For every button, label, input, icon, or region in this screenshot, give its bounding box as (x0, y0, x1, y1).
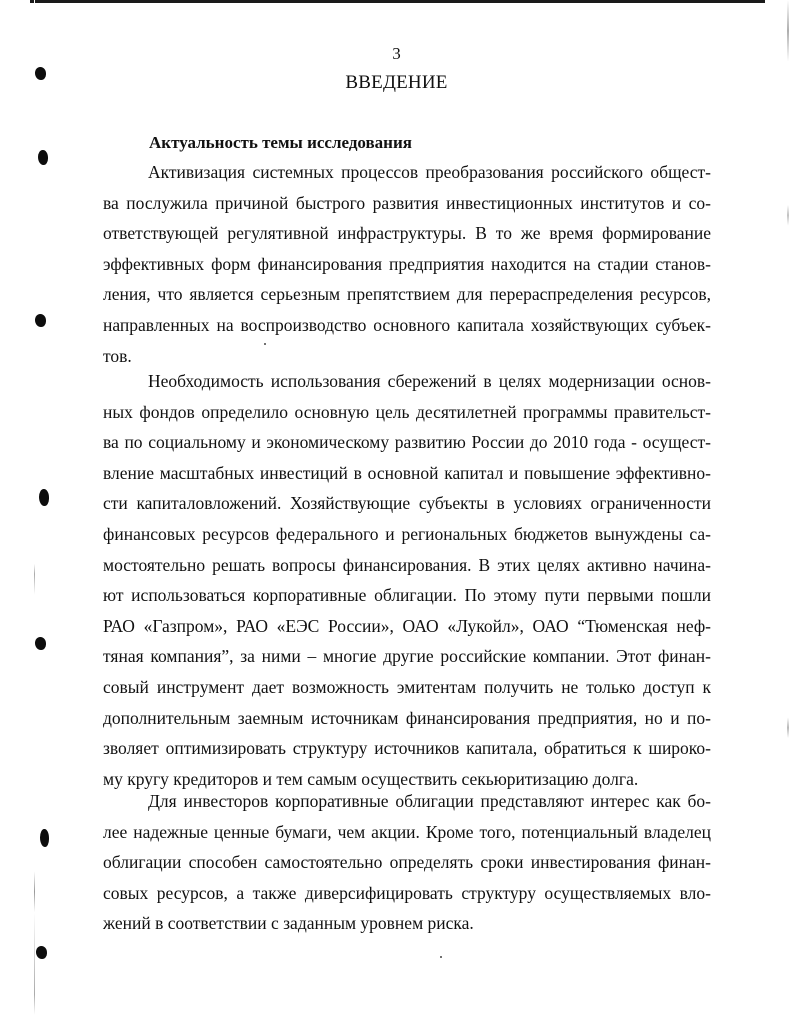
binding-hole-3 (35, 314, 46, 327)
text-line: направленных на воспроизводство основного капитала хозяйствующих субъек- (103, 314, 711, 335)
text-line: ления, что является серьезным препятствием для перераспределения ресурсов, (103, 284, 711, 305)
text-line: му кругу кредиторов и тем самым осуществить секьюритизацию долга. (103, 768, 639, 789)
paragraph-2 (103, 366, 711, 794)
binding-hole-4 (39, 489, 49, 506)
text-line: дополнительным заемным источникам финансирования предприятия, но и по- (103, 707, 711, 728)
scan-left-edge (34, 0, 35, 1025)
binding-hole-5 (35, 637, 46, 650)
text-line: совый инструмент дает возможность эмитентам получить не только доступ к (103, 676, 711, 697)
text-line: мостоятельно решать вопросы финансирования. В этих целях активно начина- (103, 554, 711, 575)
binding-hole-2 (38, 150, 48, 165)
binding-hole-7 (36, 946, 47, 959)
text-line: Для инвесторов корпоративные облигации представляют интерес как бо- (148, 791, 711, 811)
scan-speck (440, 956, 442, 958)
page-number: 3 (392, 44, 401, 63)
section-subheading: Актуальность темы исследования (149, 133, 412, 152)
text-line: вление масштабных инвестиций в основной капитал и повышение эффективно- (103, 462, 711, 483)
text-line: ответствующей регулятивной инфраструктуры. В то же время формирование (103, 223, 711, 244)
page-title: ВВЕДЕНИЕ (345, 72, 448, 93)
text-line: сти капиталовложений. Хозяйствующие субъекты в условиях ограниченности (103, 493, 711, 514)
text-line: Необходимость использования сбережений в целях модернизации основ- (148, 371, 711, 391)
text-line: тяная компания”, за ними – многие другие российские компании. Этот финан- (103, 646, 711, 667)
text-line: совых ресурсов, а также диверсифицировать структуру осуществляемых вло- (103, 882, 711, 903)
binding-hole-6 (40, 829, 49, 847)
text-line: ва по социальному и экономическому развитию России до 2010 года - осущест- (103, 432, 711, 453)
text-line: Активизация системных процессов преобразования российского общест- (148, 162, 711, 182)
text-line: РАО «Газпром», РАО «ЕЭС России», ОАО «Лукойл», ОАО “Тюменская неф- (103, 615, 711, 636)
paragraph-3 (103, 786, 711, 939)
text-line: зволяет оптимизировать структуру источников капитала, обратиться к широко- (103, 738, 711, 759)
text-line: финансовых ресурсов федерального и региональных бюджетов вынуждены са- (103, 523, 711, 544)
scan-right-edge (787, 0, 789, 1025)
text-line: облигации способен самостоятельно определять сроки инвестирования финан- (103, 852, 711, 873)
text-line: жений в соответствии с заданным уровнем риска. (103, 913, 474, 934)
text-line: тов. (103, 345, 132, 366)
text-line: ных фондов определило основную цель десятилетней программы правительст- (103, 401, 711, 422)
text-line: лее надежные ценные бумаги, чем акции. Кроме того, потенциальный владелец (103, 821, 711, 842)
text-line: ва послужила причиной быстрого развития инвестиционных институтов и со- (103, 192, 711, 213)
scan-top-border (30, 0, 765, 3)
paragraph-1 (103, 157, 711, 371)
text-line: эффективных форм финансирования предприятия находится на стадии станов- (103, 253, 711, 274)
text-line: ют использоваться корпоративные облигации. По этому пути первыми пошли (103, 585, 711, 606)
